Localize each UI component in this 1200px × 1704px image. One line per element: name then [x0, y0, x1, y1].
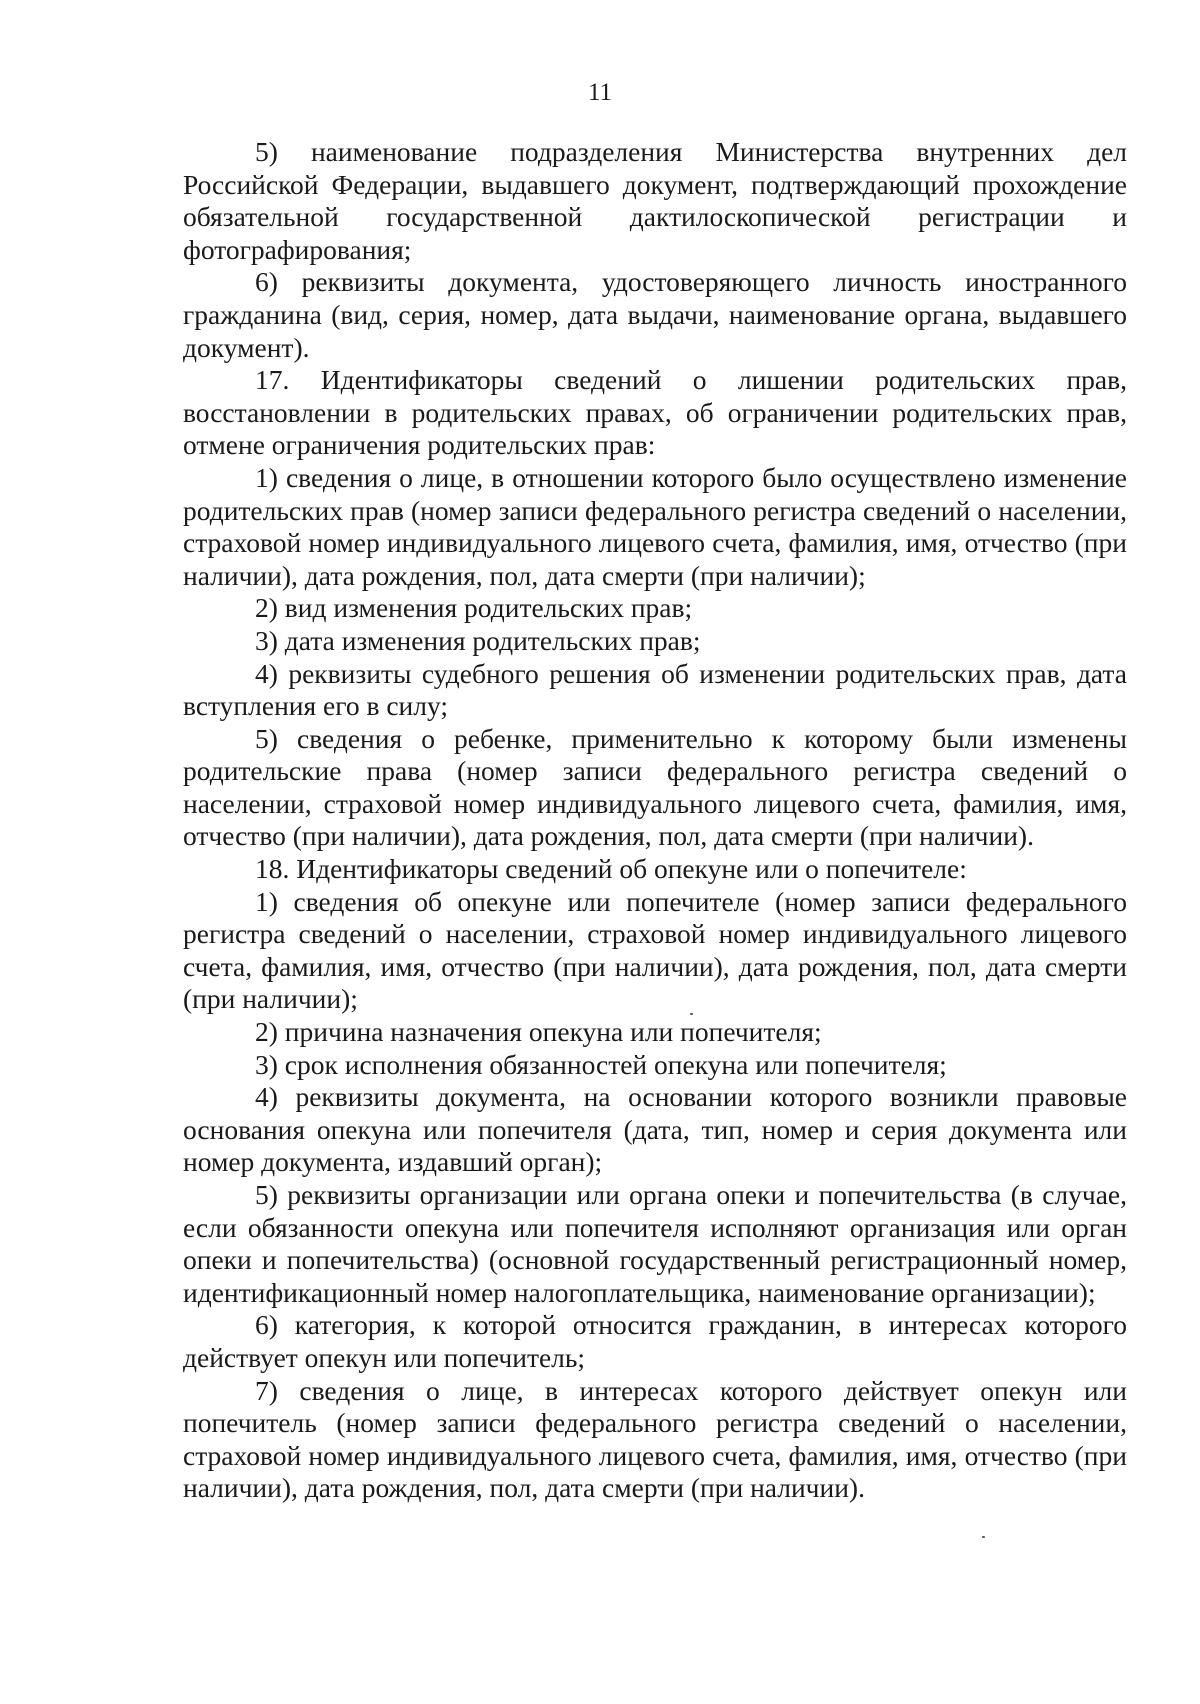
paragraph-item-6-foreign-id: 6) реквизиты документа, удостоверяющего личность иностранного гражданина (вид, серия, номер, дата выдачи, наименование органа, выдавшего документ). — [183, 266, 1127, 363]
paragraph-18-item-2: 2) причина назначения опекуна или попечителя; — [255, 1016, 822, 1048]
paragraph-18-item-6: 6) категория, к которой относится гражданин, в интересах которого действует опекун или попечитель; — [183, 1309, 1127, 1373]
page-number: 11 — [587, 79, 613, 106]
paragraph-17-item-2: 2) вид изменения родительских прав; — [255, 592, 693, 624]
scan-speck — [982, 1536, 985, 1538]
paragraph-17-item-5: 5) сведения о ребенке, применительно к которому были изменены родительские права (номер записи федерального регистра сведений о населении, страховой номер индивидуального лицевого счета, фамилия, имя, отчество (при наличии), дата рождения, пол, дата смерти (при наличии). — [183, 722, 1127, 852]
scan-speck — [690, 1013, 693, 1015]
paragraph-item-5-mvd-unit: 5) наименование подразделения Министерства внутренних дел Российской Федерации, выдавшего документ, подтверждающий прохождение обязательной государственной дактилоскопической регистрации и фотографирования; — [183, 136, 1127, 265]
paragraph-section-18: 18. Идентификаторы сведений об опекуне или о попечителе: — [255, 853, 967, 885]
paragraph-18-item-5: 5) реквизиты организации или органа опеки и попечительства (в случае, если обязанности опекуна или попечителя исполняют организация или орган опеки и попечительства) (основной государственный регистрационный номер, идентификационный номер налогоплательщика, наименование организации); — [183, 1179, 1127, 1308]
paragraph-17-item-4: 4) реквизиты судебного решения об изменении родительских прав, дата вступления его в силу; — [183, 657, 1127, 722]
paragraph-18-item-7: 7) сведения о лице, в интересах которого действует опекун или попечитель (номер записи федерального регистра сведений о населении, страховой номер индивидуального лицевого счета, фамилия, имя, отчество (при наличии), дата рождения, пол, дата смерти (при наличии). — [183, 1374, 1127, 1504]
document-body — [183, 136, 1127, 1505]
paragraph-section-17: 17. Идентификаторы сведений о лишении родительских прав, восстановлении в родительских правах, об ограничении родительских прав, отмене ограничения родительских прав: — [183, 364, 1127, 461]
paragraph-18-item-3: 3) срок исполнения обязанностей опекуна или попечителя; — [255, 1048, 947, 1080]
paragraph-17-item-3: 3) дата изменения родительских прав; — [255, 624, 701, 656]
paragraph-18-item-4: 4) реквизиты документа, на основании которого возникли правовые основания опекуна или попечителя (дата, тип, номер и серия документа или номер документа, издавший орган); — [183, 1081, 1127, 1178]
paragraph-18-item-1: 1) сведения об опекуне или попечителе (номер записи федерального регистра сведений о населении, страховой номер индивидуального лицевого счета, фамилия, имя, отчество (при наличии), дата рождения, пол, дата смерти (при наличии); — [183, 885, 1127, 1015]
paragraph-17-item-1: 1) сведения о лице, в отношении которого было осуществлено изменение родительских прав (номер записи федерального регистра сведений о населении, страховой номер индивидуального лицевого счета, фамилия, имя, отчество (при наличии), дата рождения, пол, дата смерти (при наличии); — [183, 461, 1127, 591]
